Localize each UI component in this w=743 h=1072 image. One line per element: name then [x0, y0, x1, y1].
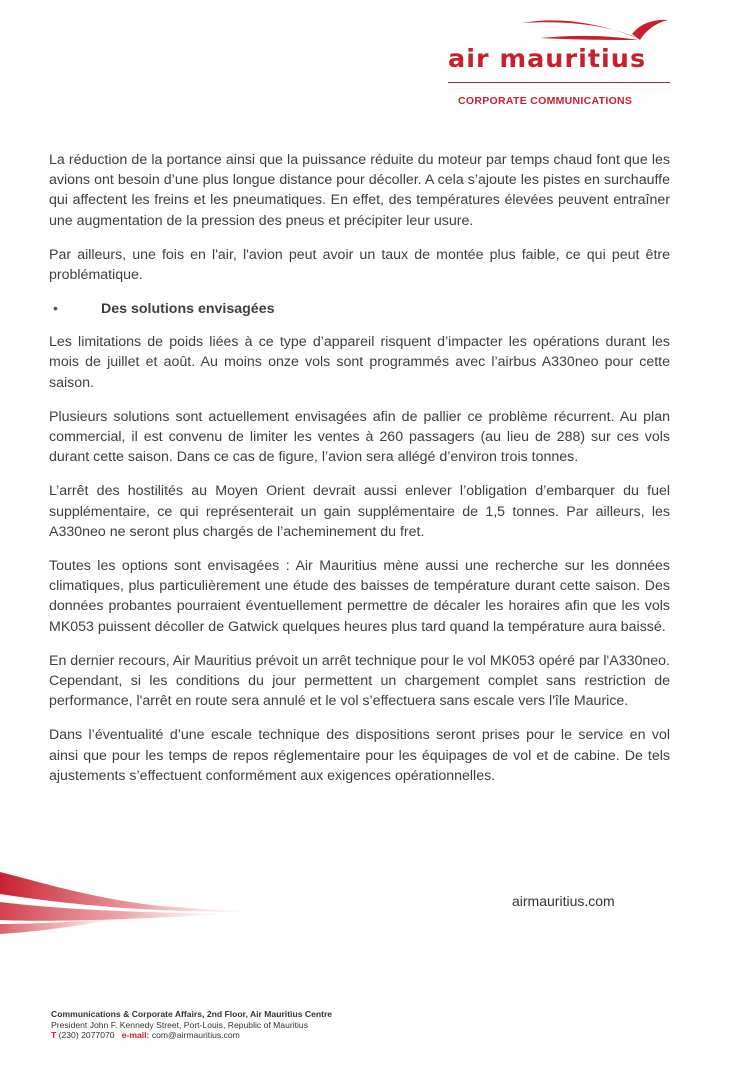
paragraph-6: Toutes les options sont envisagées : Air Mauritius mène aussi une recherche sur les données climatiques, plus particulièrement une étude des baisses de température durant cette saison. Des données probantes pourraient éventuellement permettre de décaler les horaires afin que les vols MK053 puissent décoller de Gatwick quelques heures plus tard quand la température aura baissé.: [49, 558, 670, 635]
footer-address-line-2: President John F. Kennedy Street, Port-Louis, Republic of Mauritius: [51, 1019, 308, 1030]
footer-contact-line: [51, 1030, 332, 1041]
paragraph-3: Les limitations de poids liées à ce type d’appareil risquent d’impacter les opérations durant les mois de juillet et août. Au moins onze vols sont programmés avec l’airbus A330neo pour cette saison.: [49, 334, 670, 391]
bullet-icon: •: [53, 301, 58, 318]
email-address[interactable]: com@airmauritius.com: [151, 1030, 240, 1041]
paragraph-1: La réduction de la portance ainsi que la puissance réduite du moteur par temps chaud font que les avions ont besoin d’une plus longue distance pour décoller. A cela s’ajoute les pistes en surchauffe qui affectent les freins et les pneumatiques. En effet, des températures élevées peuvent entraîner une augmentation de la pression des pneus et précipiter leur usure.: [49, 152, 670, 229]
paragraph-2: Par ailleurs, une fois en l'air, l'avion peut avoir un taux de montée plus faible, ce qui peut être problématique.: [49, 246, 670, 284]
footer-address-line-1: Communications & Corporate Affairs, 2nd Floor, Air Mauritius Centre: [51, 1009, 333, 1019]
website-link[interactable]: airmauritius.com: [512, 893, 615, 909]
phone-number: (230) 2077070: [58, 1030, 115, 1041]
section-heading: Des solutions envisagées: [101, 301, 275, 318]
decorative-swoosh-icon: [0, 862, 250, 942]
header-divider: [448, 82, 670, 83]
press-release-body: [49, 150, 670, 800]
paragraph-7: En dernier recours, Air Mauritius prévoit un arrêt technique pour le vol MK053 opéré par l'A330neo. Cependant, si les conditions du jour permettent un chargement complet sans restriction de performance, l'arrêt en route sera annulé et le vol s’effectuera sans escale vers l'île Maurice.: [49, 652, 670, 710]
paragraph-4: Plusieurs solutions sont actuellement envisagées afin de pallier ce problème récurrent. Au plan commercial, il est convenu de limiter les ventes à 260 passagers (au lieu de 288) sur ces vols durant cette saison. Dans ce cas de figure, l’avion sera allégé d’environ trois tonnes.: [49, 408, 670, 466]
footer-contact: [51, 1009, 332, 1041]
air-mauritius-logo: air mauritius: [448, 44, 647, 73]
phone-label: T: [51, 1030, 57, 1041]
department-title: CORPORATE COMMUNICATIONS: [458, 95, 633, 107]
paragraph-8: Dans l’éventualité d’une escale technique des dispositions seront prises pour le service en vol ainsi que pour les temps de repos réglementaire pour les équipages de vol et de cabine. De tels ajustements s’effectuent conformément aux exigences opérationnelles.: [49, 727, 670, 784]
email-label: e-mail:: [121, 1030, 150, 1041]
paragraph-5: L’arrêt des hostilités au Moyen Orient devrait aussi enlever l’obligation d’embarquer du fuel supplémentaire, ce qui représenterait un gain supplémentaire de 1,5 tonnes. Par ailleurs, les A330neo ne seront plus chargés de l’acheminement du fret.: [49, 483, 670, 540]
section-heading-row: [49, 299, 670, 319]
